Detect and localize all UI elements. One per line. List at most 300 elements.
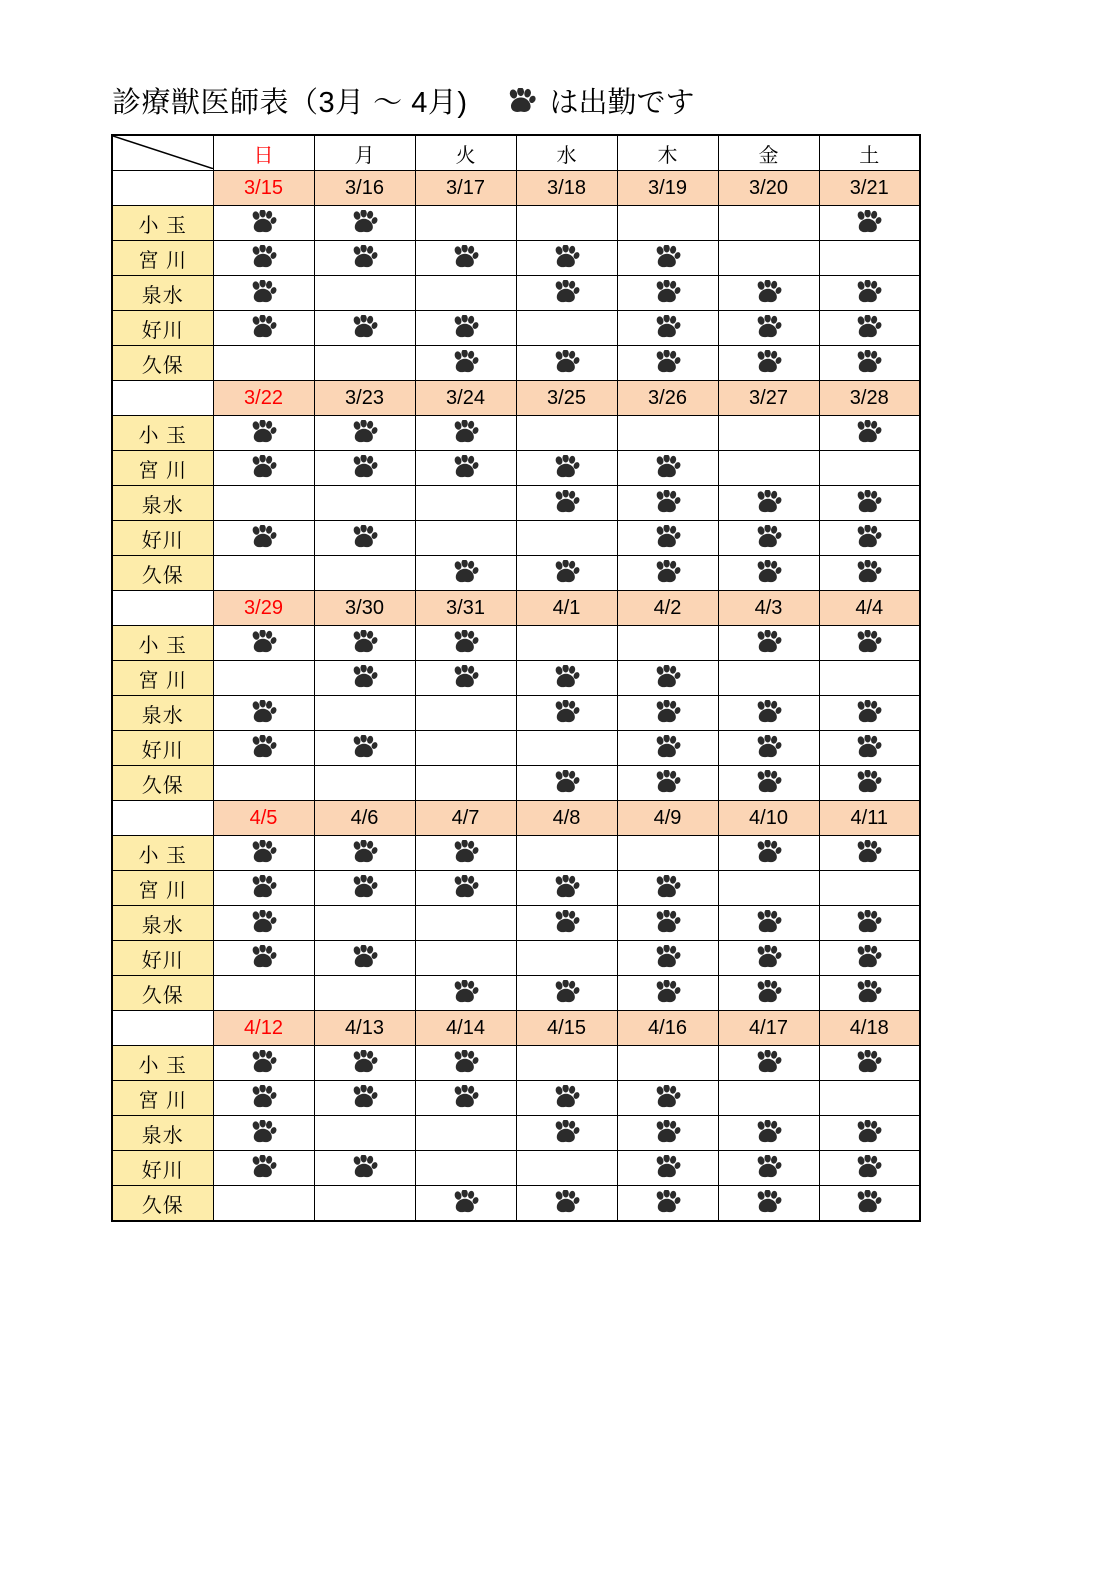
- shift-cell-off[interactable]: [415, 521, 516, 556]
- shift-cell-on[interactable]: [213, 241, 314, 276]
- paw-icon: [552, 875, 582, 901]
- shift-cell-on[interactable]: [718, 311, 819, 346]
- shift-cell-off[interactable]: [718, 416, 819, 451]
- shift-cell-on[interactable]: [516, 276, 617, 311]
- doctor-name-cell: 好川: [112, 521, 213, 556]
- table-row: [112, 1046, 920, 1081]
- shift-cell-on[interactable]: [516, 451, 617, 486]
- table-row: [112, 1151, 920, 1186]
- shift-cell-off[interactable]: [617, 416, 718, 451]
- doctor-name-cell: 宮 川: [112, 1081, 213, 1116]
- date-cell: 3/30: [314, 591, 415, 626]
- paw-icon: [249, 1050, 279, 1076]
- date-cell: 3/28: [819, 381, 920, 416]
- shift-cell-on[interactable]: [718, 276, 819, 311]
- doctor-name-cell: 好川: [112, 1151, 213, 1186]
- shift-cell-off[interactable]: [617, 836, 718, 871]
- table-row: [112, 451, 920, 486]
- paw-icon: [552, 980, 582, 1006]
- shift-cell-on[interactable]: [718, 1116, 819, 1151]
- shift-cell-on[interactable]: [415, 661, 516, 696]
- shift-cell-off[interactable]: [718, 661, 819, 696]
- paw-icon: [350, 945, 380, 971]
- shift-cell-off[interactable]: [213, 346, 314, 381]
- shift-cell-on[interactable]: [516, 1186, 617, 1222]
- shift-cell-on[interactable]: [617, 346, 718, 381]
- paw-icon: [350, 525, 380, 551]
- shift-cell-on[interactable]: [516, 976, 617, 1011]
- paw-icon: [451, 455, 481, 481]
- shift-cell-off[interactable]: [415, 906, 516, 941]
- schedule-table: [111, 134, 921, 1222]
- shift-cell-off[interactable]: [718, 241, 819, 276]
- shift-cell-on[interactable]: [617, 1081, 718, 1116]
- shift-cell-on[interactable]: [314, 941, 415, 976]
- paw-icon: [451, 875, 481, 901]
- doctor-name-cell: 泉水: [112, 696, 213, 731]
- shift-cell-on[interactable]: [314, 1046, 415, 1081]
- doctor-name-cell: 小 玉: [112, 416, 213, 451]
- doctor-name-cell: 好川: [112, 941, 213, 976]
- shift-cell-on[interactable]: [415, 626, 516, 661]
- shift-cell-on[interactable]: [819, 206, 920, 241]
- shift-cell-on[interactable]: [516, 906, 617, 941]
- doctor-name-cell: 宮 川: [112, 241, 213, 276]
- shift-cell-on[interactable]: [819, 941, 920, 976]
- date-cell: 4/10: [718, 801, 819, 836]
- doctor-name-cell: 好川: [112, 731, 213, 766]
- shift-cell-on[interactable]: [617, 486, 718, 521]
- shift-cell-off[interactable]: [213, 976, 314, 1011]
- paw-icon: [653, 1085, 683, 1111]
- shift-cell-off[interactable]: [314, 1116, 415, 1151]
- shift-cell-on[interactable]: [819, 521, 920, 556]
- shift-cell-off[interactable]: [314, 276, 415, 311]
- shift-cell-on[interactable]: [415, 451, 516, 486]
- shift-cell-off[interactable]: [213, 556, 314, 591]
- paw-icon: [854, 420, 884, 446]
- shift-cell-on[interactable]: [617, 766, 718, 801]
- shift-cell-on[interactable]: [415, 416, 516, 451]
- paw-icon: [350, 1085, 380, 1111]
- date-cell: 3/29: [213, 591, 314, 626]
- shift-cell-on[interactable]: [213, 416, 314, 451]
- paw-icon: [854, 350, 884, 376]
- shift-cell-off[interactable]: [213, 766, 314, 801]
- shift-cell-off[interactable]: [516, 1046, 617, 1081]
- shift-cell-on[interactable]: [718, 556, 819, 591]
- date-cell: 4/9: [617, 801, 718, 836]
- table-row: [112, 556, 920, 591]
- shift-cell-on[interactable]: [516, 696, 617, 731]
- paw-icon: [451, 315, 481, 341]
- shift-cell-on[interactable]: [819, 766, 920, 801]
- date-row-spacer: [112, 591, 213, 626]
- paw-icon: [854, 1155, 884, 1181]
- doctor-name-cell: 小 玉: [112, 1046, 213, 1081]
- paw-icon: [754, 980, 784, 1006]
- shift-cell-off[interactable]: [213, 1186, 314, 1222]
- shift-cell-on[interactable]: [314, 1151, 415, 1186]
- paw-icon: [653, 1155, 683, 1181]
- date-row: [112, 1011, 920, 1046]
- title-row: [112, 80, 695, 121]
- shift-cell-off[interactable]: [415, 206, 516, 241]
- paw-icon: [653, 1190, 683, 1216]
- shift-cell-on[interactable]: [617, 976, 718, 1011]
- weekday-header-5: 金: [718, 135, 819, 171]
- shift-cell-on[interactable]: [617, 556, 718, 591]
- paw-icon: [451, 980, 481, 1006]
- shift-cell-on[interactable]: [213, 941, 314, 976]
- paw-icon: [552, 1085, 582, 1111]
- paw-icon: [552, 280, 582, 306]
- shift-cell-on[interactable]: [314, 241, 415, 276]
- table-row: [112, 766, 920, 801]
- shift-cell-off[interactable]: [819, 241, 920, 276]
- shift-cell-on[interactable]: [415, 1046, 516, 1081]
- paw-icon: [854, 315, 884, 341]
- date-cell: 4/14: [415, 1011, 516, 1046]
- doctor-name-cell: 宮 川: [112, 451, 213, 486]
- shift-cell-on[interactable]: [819, 486, 920, 521]
- date-cell: 4/5: [213, 801, 314, 836]
- shift-cell-off[interactable]: [314, 766, 415, 801]
- shift-cell-on[interactable]: [314, 206, 415, 241]
- shift-cell-off[interactable]: [516, 1151, 617, 1186]
- date-cell: 4/4: [819, 591, 920, 626]
- shift-cell-off[interactable]: [617, 626, 718, 661]
- shift-cell-on[interactable]: [718, 1186, 819, 1222]
- date-cell: 4/8: [516, 801, 617, 836]
- shift-cell-on[interactable]: [213, 1116, 314, 1151]
- shift-cell-on[interactable]: [516, 1081, 617, 1116]
- shift-cell-on[interactable]: [516, 241, 617, 276]
- shift-cell-on[interactable]: [718, 836, 819, 871]
- shift-cell-on[interactable]: [617, 451, 718, 486]
- shift-cell-on[interactable]: [415, 556, 516, 591]
- date-cell: 4/7: [415, 801, 516, 836]
- paw-icon: [854, 910, 884, 936]
- shift-cell-off[interactable]: [415, 941, 516, 976]
- paw-icon: [754, 350, 784, 376]
- shift-cell-on[interactable]: [516, 1116, 617, 1151]
- paw-icon: [552, 770, 582, 796]
- shift-cell-on[interactable]: [617, 241, 718, 276]
- shift-cell-on[interactable]: [617, 1186, 718, 1222]
- paw-icon: [854, 700, 884, 726]
- shift-cell-on[interactable]: [617, 906, 718, 941]
- paw-icon: [451, 350, 481, 376]
- shift-cell-off[interactable]: [314, 346, 415, 381]
- shift-cell-on[interactable]: [718, 696, 819, 731]
- shift-cell-on[interactable]: [213, 1081, 314, 1116]
- paw-icon: [854, 280, 884, 306]
- shift-cell-off[interactable]: [516, 941, 617, 976]
- shift-cell-off[interactable]: [415, 731, 516, 766]
- shift-cell-off[interactable]: [415, 276, 516, 311]
- shift-cell-off[interactable]: [516, 416, 617, 451]
- table-row: [112, 976, 920, 1011]
- shift-cell-on[interactable]: [718, 626, 819, 661]
- shift-cell-on[interactable]: [718, 1046, 819, 1081]
- paw-icon: [552, 665, 582, 691]
- shift-cell-on[interactable]: [617, 871, 718, 906]
- table-row: [112, 1116, 920, 1151]
- shift-cell-off[interactable]: [819, 661, 920, 696]
- paw-icon: [249, 210, 279, 236]
- shift-cell-on[interactable]: [415, 836, 516, 871]
- paw-icon: [350, 875, 380, 901]
- paw-icon: [754, 1120, 784, 1146]
- paw-icon: [754, 700, 784, 726]
- paw-icon: [854, 560, 884, 586]
- shift-cell-off[interactable]: [819, 451, 920, 486]
- paw-icon: [249, 525, 279, 551]
- shift-cell-on[interactable]: [718, 906, 819, 941]
- table-row: [112, 346, 920, 381]
- doctor-name-cell: 小 玉: [112, 836, 213, 871]
- paw-icon: [249, 735, 279, 761]
- shift-cell-on[interactable]: [617, 731, 718, 766]
- table-row: [112, 696, 920, 731]
- shift-cell-on[interactable]: [617, 276, 718, 311]
- table-row: [112, 416, 920, 451]
- table-row: [112, 941, 920, 976]
- shift-cell-on[interactable]: [314, 661, 415, 696]
- date-cell: 3/24: [415, 381, 516, 416]
- doctor-name-cell: 宮 川: [112, 661, 213, 696]
- date-cell: 4/1: [516, 591, 617, 626]
- shift-cell-on[interactable]: [819, 1151, 920, 1186]
- paw-icon: [350, 210, 380, 236]
- doctor-name-cell: 久保: [112, 1186, 213, 1222]
- table-row: [112, 1186, 920, 1222]
- shift-cell-off[interactable]: [314, 906, 415, 941]
- shift-cell-off[interactable]: [718, 206, 819, 241]
- shift-cell-off[interactable]: [415, 1116, 516, 1151]
- shift-cell-on[interactable]: [617, 1116, 718, 1151]
- shift-cell-on[interactable]: [819, 626, 920, 661]
- shift-cell-off[interactable]: [314, 1186, 415, 1222]
- paw-icon: [249, 875, 279, 901]
- shift-cell-on[interactable]: [314, 451, 415, 486]
- shift-cell-on[interactable]: [819, 1046, 920, 1081]
- date-row-spacer: [112, 171, 213, 206]
- shift-cell-on[interactable]: [718, 731, 819, 766]
- shift-cell-on[interactable]: [314, 731, 415, 766]
- shift-cell-on[interactable]: [213, 276, 314, 311]
- shift-cell-on[interactable]: [314, 1081, 415, 1116]
- paw-icon: [350, 455, 380, 481]
- table-row: [112, 836, 920, 871]
- paw-icon: [653, 980, 683, 1006]
- paw-icon: [552, 245, 582, 271]
- shift-cell-on[interactable]: [314, 626, 415, 661]
- shift-cell-on[interactable]: [213, 906, 314, 941]
- paw-icon: [653, 770, 683, 796]
- shift-cell-off[interactable]: [415, 1151, 516, 1186]
- date-cell: 3/25: [516, 381, 617, 416]
- shift-cell-on[interactable]: [617, 521, 718, 556]
- paw-icon: [451, 1085, 481, 1111]
- date-row-spacer: [112, 801, 213, 836]
- shift-cell-off[interactable]: [415, 486, 516, 521]
- paw-icon: [653, 245, 683, 271]
- shift-cell-on[interactable]: [819, 906, 920, 941]
- shift-cell-on[interactable]: [314, 871, 415, 906]
- doctor-name-cell: 小 玉: [112, 206, 213, 241]
- legend: [506, 80, 695, 121]
- shift-cell-off[interactable]: [516, 521, 617, 556]
- shift-cell-on[interactable]: [213, 311, 314, 346]
- shift-cell-on[interactable]: [819, 1186, 920, 1222]
- shift-cell-on[interactable]: [213, 626, 314, 661]
- doctor-name-cell: 久保: [112, 556, 213, 591]
- paw-icon: [653, 945, 683, 971]
- shift-cell-on[interactable]: [819, 346, 920, 381]
- weekday-header-3: 水: [516, 135, 617, 171]
- shift-cell-on[interactable]: [213, 206, 314, 241]
- shift-cell-on[interactable]: [415, 976, 516, 1011]
- shift-cell-off[interactable]: [516, 626, 617, 661]
- doctor-name-cell: 好川: [112, 311, 213, 346]
- shift-cell-off[interactable]: [415, 766, 516, 801]
- paw-icon: [754, 315, 784, 341]
- shift-cell-off[interactable]: [415, 696, 516, 731]
- paw-icon: [754, 735, 784, 761]
- shift-cell-on[interactable]: [516, 556, 617, 591]
- shift-cell-on[interactable]: [718, 486, 819, 521]
- paw-icon: [754, 525, 784, 551]
- shift-cell-off[interactable]: [314, 556, 415, 591]
- paw-icon: [350, 420, 380, 446]
- paw-icon: [754, 1050, 784, 1076]
- paw-icon: [854, 1190, 884, 1216]
- shift-cell-off[interactable]: [516, 206, 617, 241]
- shift-cell-off[interactable]: [314, 486, 415, 521]
- shift-cell-on[interactable]: [718, 976, 819, 1011]
- paw-icon: [350, 630, 380, 656]
- shift-cell-on[interactable]: [314, 836, 415, 871]
- shift-cell-on[interactable]: [819, 416, 920, 451]
- shift-cell-on[interactable]: [314, 416, 415, 451]
- shift-cell-off[interactable]: [516, 836, 617, 871]
- doctor-name-cell: 久保: [112, 346, 213, 381]
- date-cell: 4/12: [213, 1011, 314, 1046]
- shift-cell-on[interactable]: [819, 976, 920, 1011]
- shift-cell-on[interactable]: [213, 836, 314, 871]
- shift-cell-on[interactable]: [314, 311, 415, 346]
- shift-cell-off[interactable]: [819, 1081, 920, 1116]
- shift-cell-on[interactable]: [617, 941, 718, 976]
- shift-cell-off[interactable]: [213, 661, 314, 696]
- shift-cell-on[interactable]: [718, 1151, 819, 1186]
- shift-cell-on[interactable]: [213, 451, 314, 486]
- shift-cell-on[interactable]: [819, 1116, 920, 1151]
- paw-icon: [451, 840, 481, 866]
- table-row: [112, 486, 920, 521]
- paw-icon: [249, 1085, 279, 1111]
- shift-cell-off[interactable]: [213, 486, 314, 521]
- shift-cell-on[interactable]: [415, 346, 516, 381]
- shift-cell-off[interactable]: [718, 1081, 819, 1116]
- doctor-name-cell: 泉水: [112, 276, 213, 311]
- doctor-name-cell: 久保: [112, 766, 213, 801]
- paw-icon: [653, 665, 683, 691]
- shift-cell-off[interactable]: [516, 731, 617, 766]
- weekday-header-1: 月: [314, 135, 415, 171]
- date-cell: 3/15: [213, 171, 314, 206]
- date-cell: 3/23: [314, 381, 415, 416]
- shift-cell-on[interactable]: [819, 556, 920, 591]
- table-row: [112, 311, 920, 346]
- shift-cell-on[interactable]: [516, 661, 617, 696]
- shift-cell-off[interactable]: [617, 1046, 718, 1081]
- date-cell: 3/31: [415, 591, 516, 626]
- date-cell: 4/6: [314, 801, 415, 836]
- shift-cell-on[interactable]: [415, 311, 516, 346]
- shift-cell-on[interactable]: [415, 241, 516, 276]
- shift-cell-on[interactable]: [819, 731, 920, 766]
- shift-cell-on[interactable]: [213, 696, 314, 731]
- shift-cell-on[interactable]: [516, 871, 617, 906]
- shift-cell-on[interactable]: [819, 311, 920, 346]
- shift-cell-off[interactable]: [314, 976, 415, 1011]
- shift-cell-on[interactable]: [213, 1151, 314, 1186]
- shift-cell-on[interactable]: [819, 696, 920, 731]
- table-row: [112, 241, 920, 276]
- shift-cell-off[interactable]: [718, 871, 819, 906]
- shift-cell-on[interactable]: [516, 486, 617, 521]
- shift-cell-on[interactable]: [718, 346, 819, 381]
- shift-cell-on[interactable]: [213, 871, 314, 906]
- paw-icon: [249, 630, 279, 656]
- shift-cell-on[interactable]: [718, 941, 819, 976]
- shift-cell-on[interactable]: [718, 766, 819, 801]
- paw-icon: [754, 945, 784, 971]
- shift-cell-on[interactable]: [415, 871, 516, 906]
- table-row: [112, 276, 920, 311]
- shift-cell-on[interactable]: [213, 731, 314, 766]
- shift-cell-off[interactable]: [617, 206, 718, 241]
- shift-cell-on[interactable]: [819, 276, 920, 311]
- table-row: [112, 626, 920, 661]
- shift-cell-on[interactable]: [516, 346, 617, 381]
- shift-cell-on[interactable]: [415, 1186, 516, 1222]
- shift-cell-off[interactable]: [516, 311, 617, 346]
- shift-cell-off[interactable]: [819, 871, 920, 906]
- page-title: 診療獣医師表（3月 ～ 4月): [112, 87, 468, 119]
- date-row: [112, 591, 920, 626]
- shift-cell-on[interactable]: [718, 521, 819, 556]
- paw-icon: [350, 840, 380, 866]
- shift-cell-on[interactable]: [314, 521, 415, 556]
- shift-cell-off[interactable]: [718, 451, 819, 486]
- shift-cell-on[interactable]: [516, 766, 617, 801]
- shift-cell-on[interactable]: [213, 1046, 314, 1081]
- date-cell: 4/15: [516, 1011, 617, 1046]
- shift-cell-on[interactable]: [819, 836, 920, 871]
- shift-cell-on[interactable]: [617, 696, 718, 731]
- shift-cell-on[interactable]: [213, 521, 314, 556]
- shift-cell-off[interactable]: [314, 696, 415, 731]
- shift-cell-on[interactable]: [617, 311, 718, 346]
- shift-cell-on[interactable]: [617, 661, 718, 696]
- shift-cell-on[interactable]: [415, 1081, 516, 1116]
- shift-cell-on[interactable]: [617, 1151, 718, 1186]
- date-row: [112, 381, 920, 416]
